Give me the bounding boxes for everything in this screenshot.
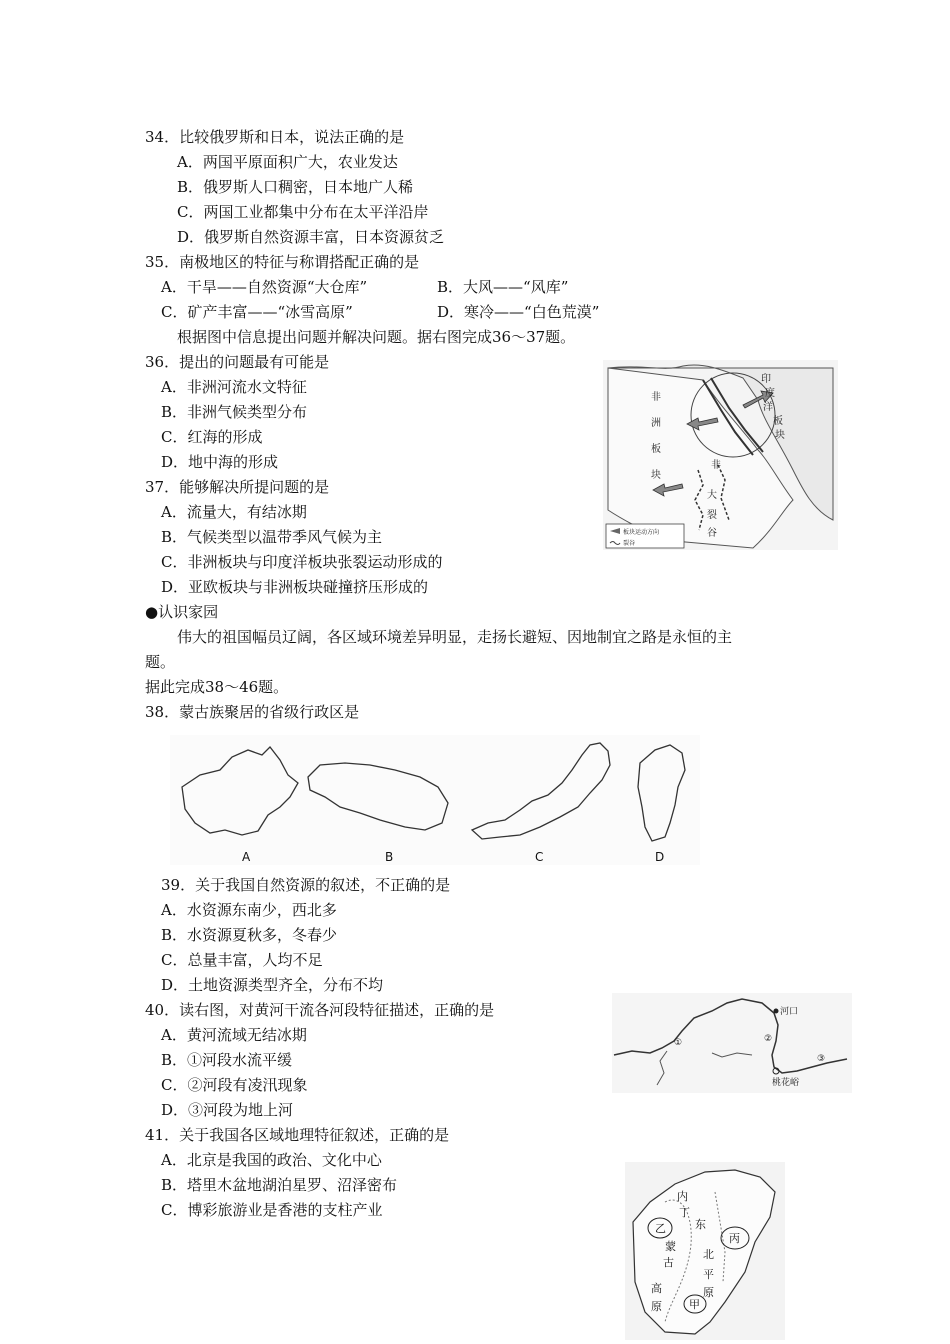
q36-option-c: C．红海的形成 [161, 428, 263, 446]
region-label: 甲 [689, 1298, 700, 1311]
q34-option-c: C．两国工业都集中分布在太平洋沿岸 [177, 203, 429, 221]
region-label: 原 [703, 1286, 714, 1299]
q34-stem: 34．比较俄罗斯和日本，说法正确的是 [145, 128, 405, 146]
map-label: 印 [761, 374, 771, 385]
river-label-1: ① [674, 1038, 683, 1048]
river-label-taohuayu: 桃花峪 [772, 1078, 800, 1088]
q37-stem: 37．能够解决所提问题的是 [145, 478, 330, 496]
map-label: 洋 [763, 402, 773, 413]
q40-option-d: D．③河段为地上河 [161, 1101, 294, 1119]
q38-stem: 38．蒙古族聚居的省级行政区是 [145, 703, 360, 721]
map-label: 大 [707, 490, 717, 501]
river-label-2: ② [764, 1034, 773, 1044]
region-label: 丁 [679, 1206, 690, 1219]
section-intro: 伟大的祖国幅员辽阔，各区域环境差异明显，走扬长避短、因地制宜之路是永恒的主 [177, 628, 733, 646]
q34-option-d: D．俄罗斯自然资源丰富，日本资源贫乏 [177, 228, 445, 246]
q36-option-d: D．地中海的形成 [161, 453, 279, 471]
q41-option-c: C．博彩旅游业是香港的支柱产业 [161, 1201, 383, 1219]
province-outlines-figure [170, 735, 700, 865]
map-label: 裂 [707, 510, 717, 521]
q35-option-c: C．矿产丰富——“冰雪高原” [161, 303, 353, 321]
province-label-c: C [535, 850, 544, 864]
river-label-3: ③ [817, 1054, 826, 1064]
q35-option-d: D．寒冷——“白色荒漠” [437, 303, 600, 321]
yellow-river-map [612, 993, 852, 1093]
q40-stem: 40．读右图，对黄河干流各河段特征描述，正确的是 [145, 1001, 495, 1019]
province-label-b: B [385, 850, 394, 864]
q37-option-a: A．流量大，有结冰期 [161, 503, 307, 521]
section-heading: ●认识家园 [145, 603, 219, 621]
q39-option-d: D．土地资源类型齐全，分布不均 [161, 976, 384, 994]
region-label: 高 [651, 1282, 662, 1295]
q40-option-b: B．①河段水流平缓 [161, 1051, 293, 1069]
q37-option-b: B．气候类型以温带季风气候为主 [161, 528, 383, 546]
map-label: 板 [773, 416, 783, 427]
region-label: 古 [663, 1256, 674, 1269]
province-label-a: A [242, 850, 251, 864]
province-label-d: D [655, 850, 665, 864]
region-label: 乙 [655, 1222, 666, 1235]
q35-stem: 35．南极地区的特征与称谓搭配正确的是 [145, 253, 420, 271]
map-label: 块 [775, 430, 785, 441]
q41-option-a: A．北京是我国的政治、文化中心 [161, 1151, 382, 1169]
q37-option-c: C．非洲板块与印度洋板块张裂运动形成的 [161, 553, 443, 571]
q39-option-c: C．总量丰富，人均不足 [161, 951, 323, 969]
legend-plate-motion: 板块运动方向 [623, 529, 660, 536]
region-label: 平 [703, 1268, 714, 1281]
q36-stem: 36．提出的问题最有可能是 [145, 353, 330, 371]
q41-stem: 41．关于我国各区域地理特征叙述，正确的是 [145, 1126, 450, 1144]
q34-option-a: A．两国平原面积广大，农业发达 [177, 153, 398, 171]
map-label: 度 [765, 388, 775, 399]
map-label: 谷 [707, 528, 717, 539]
legend-rift: 裂谷 [623, 540, 636, 547]
q36-37-intro: 根据图中信息提出问题并解决问题。据右图完成36～37题。 [177, 328, 576, 346]
q40-option-c: C．②河段有凌汛现象 [161, 1076, 308, 1094]
q35-option-a: A．干旱——自然资源“大仓库” [161, 278, 368, 296]
q39-option-a: A．水资源东南少，西北多 [161, 901, 337, 919]
map-label: 非 [711, 460, 721, 471]
map-label: 洲 [651, 418, 661, 429]
region-label: 东 [695, 1218, 706, 1231]
map-label: 块 [651, 470, 661, 481]
region-label: 内 [677, 1190, 688, 1203]
region-label: 丙 [729, 1232, 740, 1245]
region-label: 蒙 [665, 1240, 676, 1253]
q35-option-b: B．大风——“风库” [437, 278, 569, 296]
q40-option-a: A．黄河流域无结冰期 [161, 1026, 307, 1044]
q36-option-a: A．非洲河流水文特征 [161, 378, 307, 396]
region-map [625, 1162, 785, 1340]
map-label: 板 [651, 444, 661, 455]
region-label: 北 [703, 1248, 714, 1261]
q39-stem: 39．关于我国自然资源的叙述，不正确的是 [161, 876, 451, 894]
q37-option-d: D．亚欧板块与非洲板块碰撞挤压形成的 [161, 578, 429, 596]
rift-valley-map [603, 360, 838, 550]
section-intro-cont: 题。 [145, 653, 176, 671]
q36-option-b: B．非洲气候类型分布 [161, 403, 308, 421]
q41-option-b: B．塔里木盆地湖泊星罗、沼泽密布 [161, 1176, 398, 1194]
q34-option-b: B．俄罗斯人口稠密，日本地广人稀 [177, 178, 414, 196]
river-label-hekou: 河口 [780, 1007, 799, 1017]
map-label: 非 [651, 392, 661, 403]
region-label: 原 [651, 1300, 662, 1313]
section-instruction: 据此完成38～46题。 [145, 678, 289, 696]
q39-option-b: B．水资源夏秋多，冬春少 [161, 926, 338, 944]
